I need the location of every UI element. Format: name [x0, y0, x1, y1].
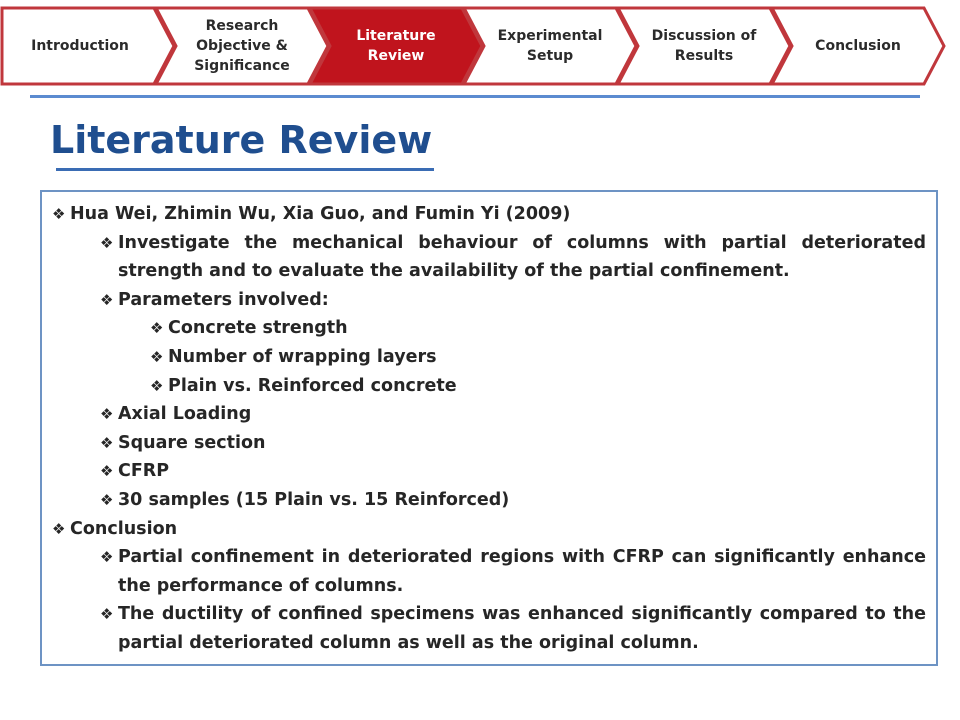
bullet-item [52, 343, 926, 372]
bullet-text: CFRP [118, 461, 170, 482]
header-divider [30, 95, 920, 98]
bullet-text: Square section [118, 432, 266, 453]
page-title: Literature Review [50, 118, 433, 162]
bullet-item [52, 372, 926, 401]
nav-step-label: Introduction [31, 38, 129, 54]
bullet-text: 30 samples (15 Plain vs. 15 Reinforced) [118, 489, 510, 510]
section-nav [0, 6, 960, 86]
bullet-item [52, 314, 926, 343]
bullet-item [52, 229, 926, 286]
diamond-bullet-icon: ❖ [150, 319, 164, 338]
bullet-item [52, 515, 926, 544]
diamond-bullet-icon: ❖ [52, 205, 66, 223]
diamond-bullet-icon: ❖ [100, 462, 114, 481]
bullet-item [52, 400, 926, 429]
diamond-bullet-icon: ❖ [100, 490, 114, 509]
bullet-item [52, 286, 926, 315]
bullet-item [52, 486, 926, 515]
bullet-text: Partial confinement in deteriorated regions with CFRP can significantly enhance the performance of columns. [118, 547, 926, 596]
nav-step-introduction[interactable] [0, 6, 176, 86]
nav-step-discussion-of-results[interactable] [616, 6, 792, 86]
nav-step-label: Conclusion [815, 38, 901, 54]
diamond-bullet-icon: ❖ [52, 519, 66, 538]
diamond-bullet-icon: ❖ [100, 290, 114, 309]
nav-step-label: Literature Review [356, 28, 436, 64]
title-underline [56, 168, 434, 171]
bullet-text: Plain vs. Reinforced concrete [168, 375, 457, 396]
nav-step-conclusion[interactable] [770, 6, 946, 86]
bullet-text: Parameters involved: [118, 289, 329, 310]
bullet-item [52, 600, 926, 657]
nav-step-label: Experimental Setup [497, 28, 603, 64]
diamond-bullet-icon: ❖ [150, 347, 164, 366]
diamond-bullet-icon: ❖ [100, 548, 114, 567]
content-box [40, 190, 938, 666]
bullet-item [52, 543, 926, 600]
nav-step-label: Research Objective & Significance [194, 18, 290, 74]
nav-step-experimental-setup[interactable] [462, 6, 638, 86]
diamond-bullet-icon: ❖ [100, 605, 114, 624]
bullet-text: The ductility of confined specimens was enhanced significantly compared to the partial deteriorated column as well as the original column. [118, 604, 926, 653]
bullet-item [52, 200, 926, 229]
bullet-text: Concrete strength [168, 318, 348, 339]
diamond-bullet-icon: ❖ [100, 433, 114, 452]
bullet-text: Axial Loading [118, 404, 252, 425]
diamond-bullet-icon: ❖ [150, 376, 164, 395]
diamond-bullet-icon: ❖ [100, 405, 114, 424]
diamond-bullet-icon: ❖ [100, 233, 114, 252]
nav-step-research-objective[interactable] [154, 6, 330, 86]
bullet-text: Hua Wei, Zhimin Wu, Xia Guo, and Fumin Yi (2009) [70, 204, 571, 224]
nav-step-label: Discussion of Results [651, 28, 757, 64]
nav-step-literature-review[interactable] [308, 6, 484, 86]
bullet-text: Number of wrapping layers [168, 346, 437, 367]
bullet-item [52, 457, 926, 486]
bullet-list [52, 200, 926, 658]
bullet-text: Investigate the mechanical behaviour of columns with partial deteriorated strength and to evaluate the availability of the partial confinement. [118, 232, 926, 282]
bullet-item [52, 429, 926, 458]
bullet-text: Conclusion [70, 518, 178, 539]
